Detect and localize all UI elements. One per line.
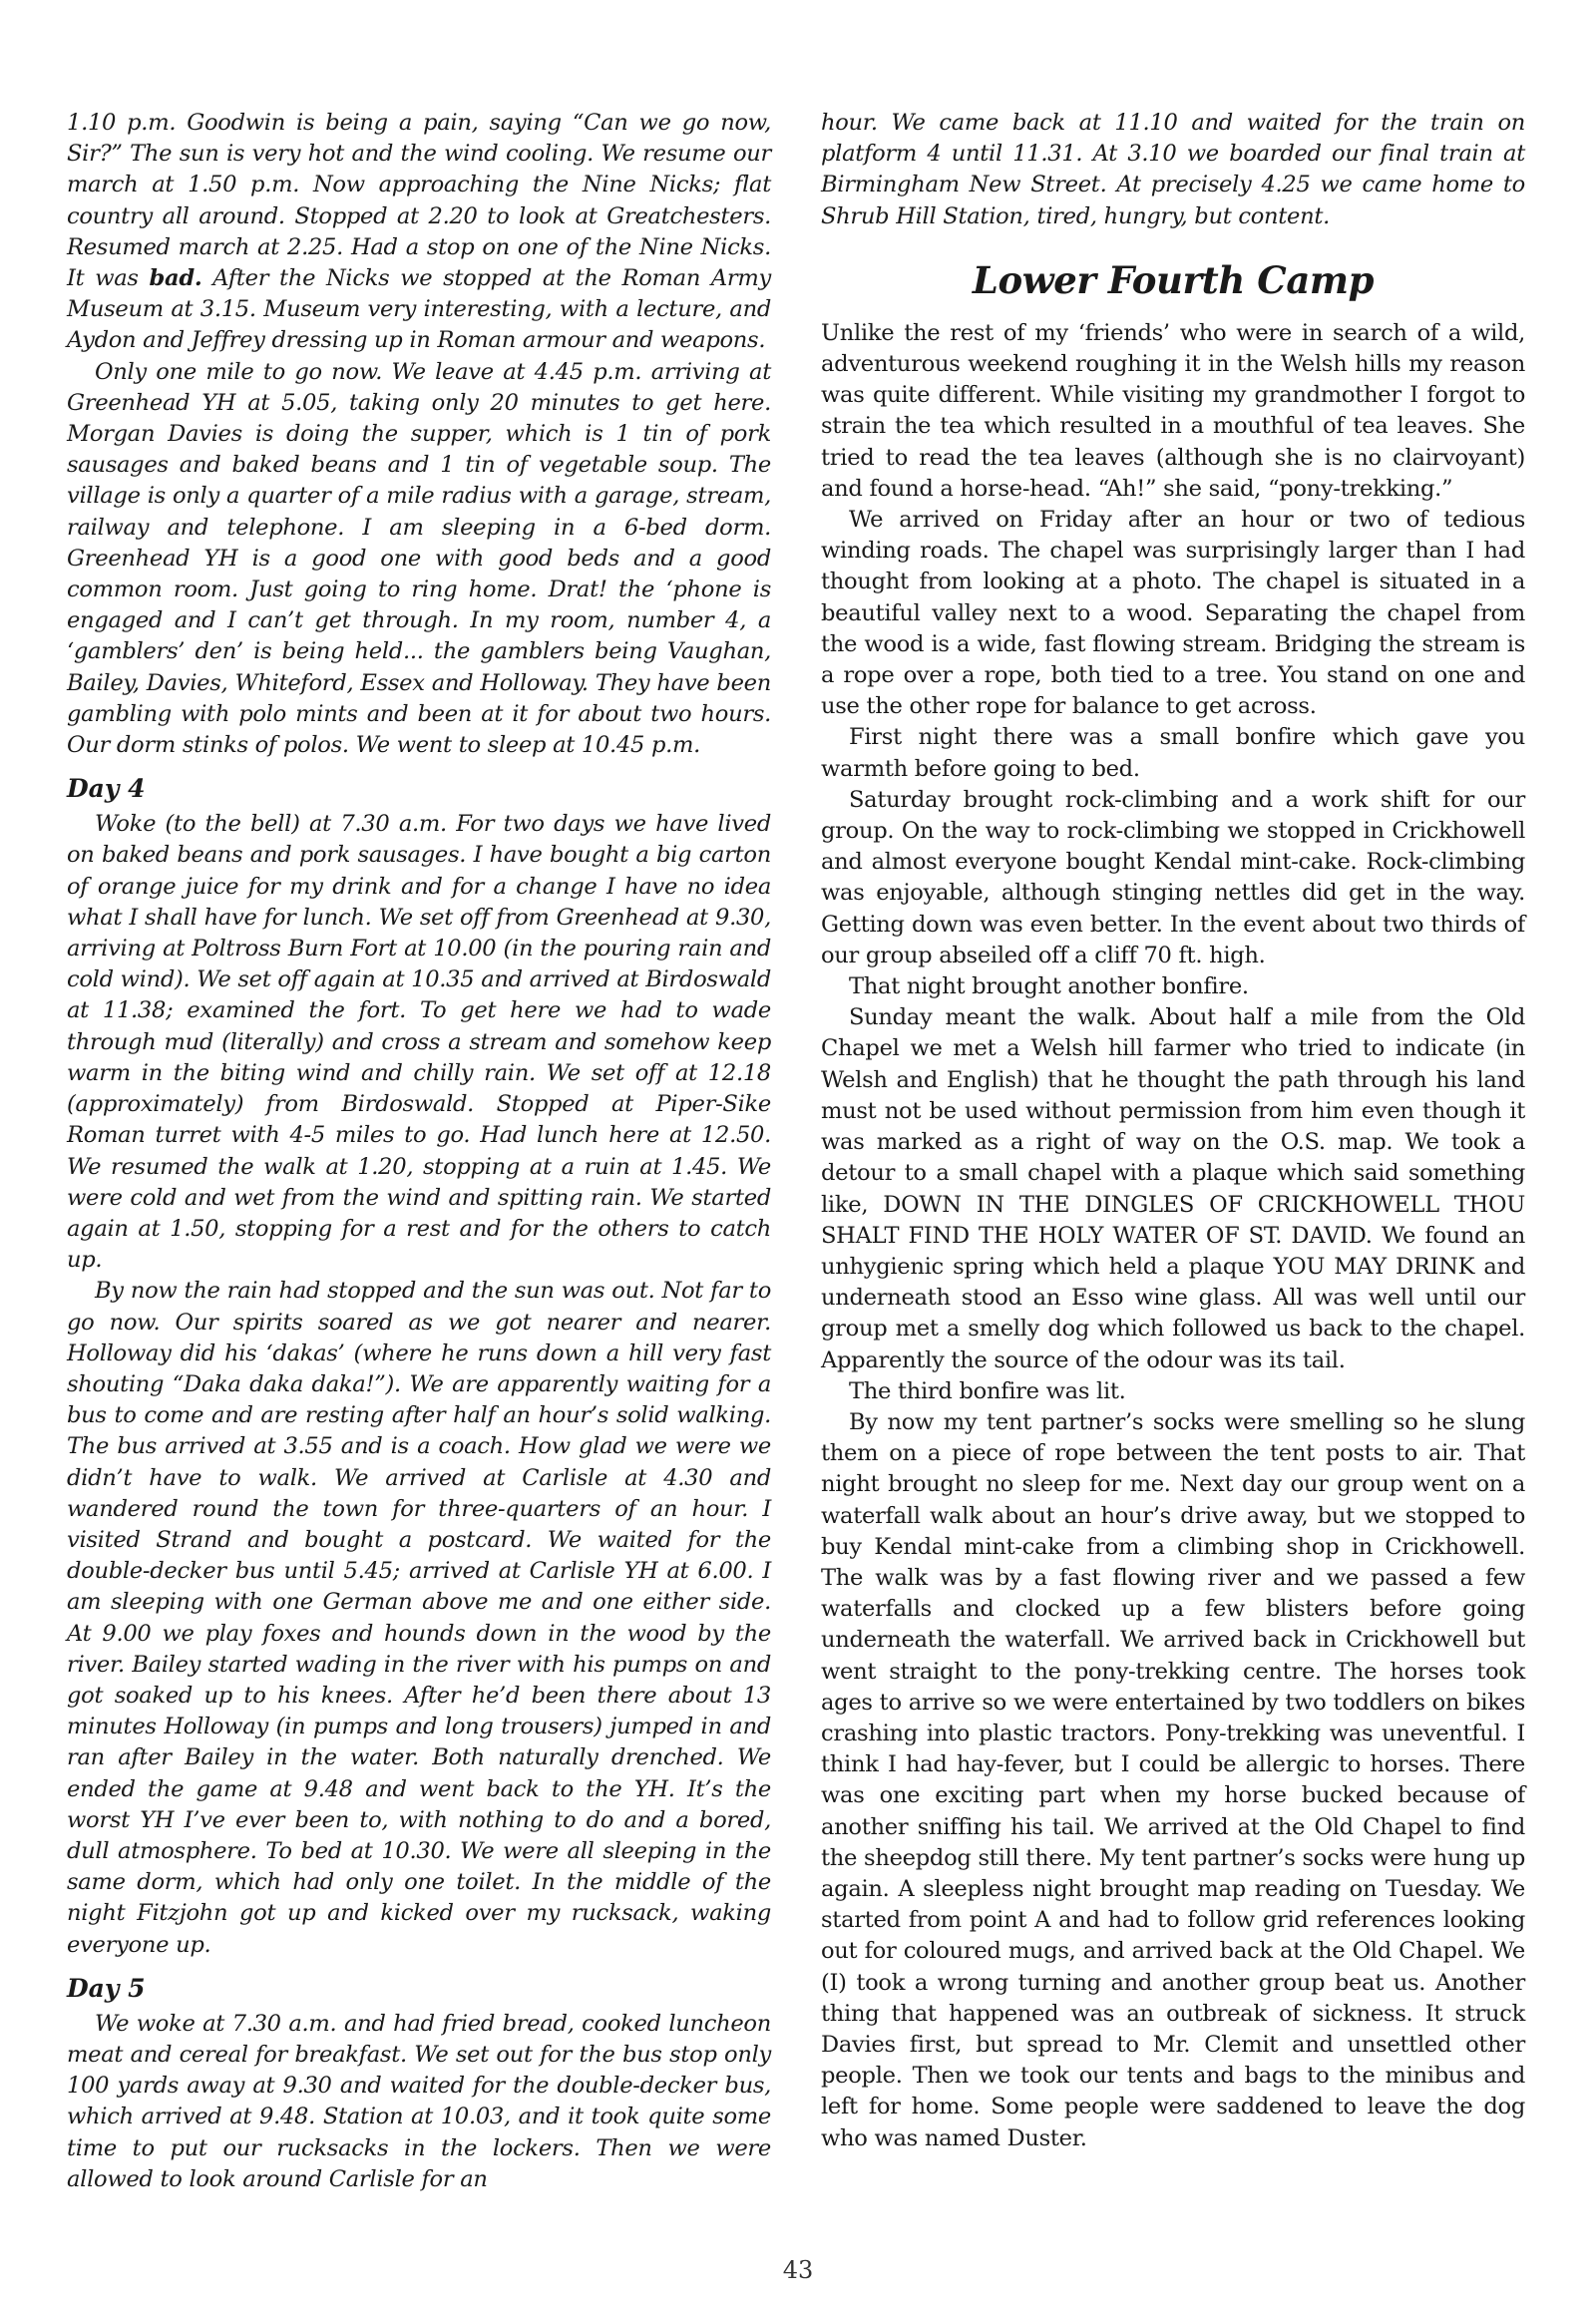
day-5-heading: Day 5 — [67, 1973, 146, 2003]
page-number: 43 — [782, 2256, 814, 2284]
right-column — [821, 108, 1525, 2154]
paragraph: The third bonfire was lit. — [849, 1377, 1126, 1404]
paragraph: By now my tent partner’s socks were smelling so he slung them on a piece of rope between the tent posts to air. That night brought no sleep for me. Next day our group went on a waterfall walk about an hour’s drive away, but we stopped to buy Kendal mint-cake from a climbing shop in Crickhowell. The walk was by a fast flowing river and we passed a few waterfalls and clocked up a few blisters before going underneath the waterfall. We arrived back in Crickhowell but went straight to the pony-trekking centre. The horses took ages to arrive so we were entertained by two toddlers on bikes crashing into plastic tractors. Pony-trekking was uneventful. I think I had hay-fever, but I could be allergic to horses. There was one exciting part when my horse bucked because of another sniffing his tail. We arrived at the Old Chapel to find the sheepdog still there. My tent partner’s socks were hung up again. A sleepless night brought map reading on Tuesday. We started from point A and had to follow grid references looking out for coloured mugs, and arrived back at the Old Chapel. We (I) took a wrong turning and another group beat us. Another thing that happened was an outbreak of sickness. It struck Davies first, but spread to Mr. Clemit and unsettled other people. Then we took our tents and bags to the minibus and left for home. Some people were saddened to leave the dog who was named Duster. — [821, 1408, 1525, 2151]
paragraph: Sunday meant the walk. About half a mile from the Old Chapel we met a Welsh hill farmer who tried to indicate (in Welsh and English) that he thought the path through his land must not be used without permission from him even though it was marked as a right of way on the O.S. map. We took a detour to a small chapel with a plaque which said something like, DOWN IN THE DINGLES OF CRICKHOWELL THOU SHALT FIND THE HOLY WATER OF ST. DAVID. We found an unhygienic spring which held a plaque YOU MAY DRINK and underneath stood an Esso wine glass. All was well until our group met a smelly dog which followed us back to the chapel. Apparently the source of the odour was its tail. — [821, 1004, 1525, 1373]
paragraph: First night there was a small bonfire which gave you warmth before going to bed. — [821, 724, 1525, 782]
section-title: Lower Fourth Camp — [972, 257, 1375, 302]
paragraph: 1.10 p.m. Goodwin is being a pain, saying “Can we go now, Sir?” The sun is very hot and the wind cooling. We resume our march at 1.50 p.m. Now approaching the Nine Nicks; flat country all around. Stopped at 2.20 to look at Greatchesters. Resumed march at 2.25. Had a stop on one of the Nine Nicks. It was bad. After the Nicks we stopped at the Roman Army Museum at 3.15. Museum very interesting, with a lecture, and Aydon and Jeffrey dressing up in Roman armour and weapons. — [67, 110, 771, 354]
paragraph: Unlike the rest of my ‘friends’ who were in search of a wild, adventurous weekend roughing it in the Welsh hills my reason was quite different. While visiting my grandmother I forgot to strain the tea which resulted in a mouthful of tea leaves. She tried to read the tea leaves (although she is no clairvoyant) and found a horse-head. “Ah!” she said, “pony-trekking.” — [821, 319, 1525, 502]
paragraph: We arrived on Friday after an hour or two of tedious winding roads. The chapel was surprisingly larger than I had thought from looking at a photo. The chapel is situated in a beautiful valley next to a wood. Separating the chapel from the wood is a wide, fast flowing stream. Bridging the stream is a rope over a rope, both tied to a tree. You stand on one and use the other rope for balance to get across. — [821, 507, 1525, 720]
left-column — [67, 108, 771, 2195]
paragraph: That night brought another bonfire. — [849, 973, 1249, 1000]
paragraph: Woke (to the bell) at 7.30 a.m. For two days we have lived on baked beans and pork sausages. I have bought a big carton of orange juice for my drink and for a change I have no idea what I shall have for lunch. We set off from Greenhead at 9.30, arriving at Poltross Burn Fort at 10.00 (in the pouring rain and cold wind). We set off again at 10.35 and arrived at Birdoswald at 11.38; examined the fort. To get here we had to wade through mud (literally) and cross a stream and somehow keep warm in the biting wind and chilly rain. We set off at 12.18 (approximately) from Birdoswald. Stopped at Piper-Sike Roman turret with 4-5 miles to go. Had lunch here at 12.50. We resumed the walk at 1.20, stopping at a ruin at 1.45. We were cold and wet from the wind and spitting rain. We started again at 1.50, stopping for a rest and for the others to catch up. — [67, 811, 771, 1274]
paragraph: Only one mile to go now. We leave at 4.45 p.m. arriving at Greenhead YH at 5.05, taking only 20 minutes to get here. Morgan Davies is doing the supper, which is 1 tin of pork sausages and baked beans and 1 tin of vegetable soup. The village is only a quarter of a mile radius with a garage, stream, railway and telephone. I am sleeping in a 6-bed dorm. Greenhead YH is a good one with good beds and a good common room. Just going to ring home. Drat! the ‘phone is engaged and I can’t get through. In my room, number 4, a ‘gamblers’ den’ is being held... the gamblers being Vaughan, Bailey, Davies, Whiteford, Essex and Holloway. They have been gambling with polo mints and been at it for about two hours. Our dorm stinks of polos. We went to sleep at 10.45 p.m. — [67, 358, 771, 759]
paragraph: Saturday brought rock-climbing and a work shift for our group. On the way to rock-climbing we stopped in Crickhowell and almost everyone bought Kendal mint-cake. Rock-climbing was enjoyable, although stinging nettles did get in the way. Getting down was even better. In the event about two thirds of our group abseiled off a cliff 70 ft. high. — [821, 786, 1525, 968]
bold-word: bad. — [149, 265, 202, 292]
paragraph: We woke at 7.30 a.m. and had fried bread, cooked luncheon meat and cereal for breakfast. We set out for the bus stop only 100 yards away at 9.30 and waited for the double-decker bus, which arrived at 9.48. Station at 10.03, and it took quite some time to put our rucksacks in the lockers. Then we were allowed to look around Carlisle for an — [67, 2010, 771, 2192]
paragraph: By now the rain had stopped and the sun was out. Not far to go now. Our spirits soared as we got nearer and nearer. Holloway did his ‘dakas’ (where he runs down a hill very fast shouting “Daka daka daka!”). We are apparently waiting for a bus to come and are resting after half an hour’s solid walking. The bus arrived at 3.55 and is a coach. How glad we were we didn’t have to walk. We arrived at Carlisle at 4.30 and wandered round the town for three-quarters of an hour. I visited Strand and bought a postcard. We waited for the double-decker bus until 5.45; arrived at Carlisle YH at 6.00. I am sleeping with one German above me and one either side. At 9.00 we play foxes and hounds down in the wood by the river. Bailey started wading in the river with his pumps on and got soaked up to his knees. After he’d been there about 13 minutes Holloway (in pumps and long trousers) jumped in and ran after Bailey in the water. Both naturally drenched. We ended the game at 9.48 and went back to the YH. It’s the worst YH I’ve ever been to, with nothing to do and a bored, dull atmosphere. To bed at 10.30. We were all sleeping in the same dorm, which had only one toilet. In the middle of the night Fitzjohn got up and kicked over my rucksack, waking everyone up. — [67, 1278, 771, 1958]
day-4-heading: Day 4 — [67, 774, 146, 804]
paragraph-continued: hour. We came back at 11.10 and waited for the train on platform 4 until 11.31. At 3.10 we boarded our final train at Birmingham New Street. At precisely 4.25 we came home to Shrub Hill Station, tired, hungry, but content. — [821, 110, 1525, 229]
